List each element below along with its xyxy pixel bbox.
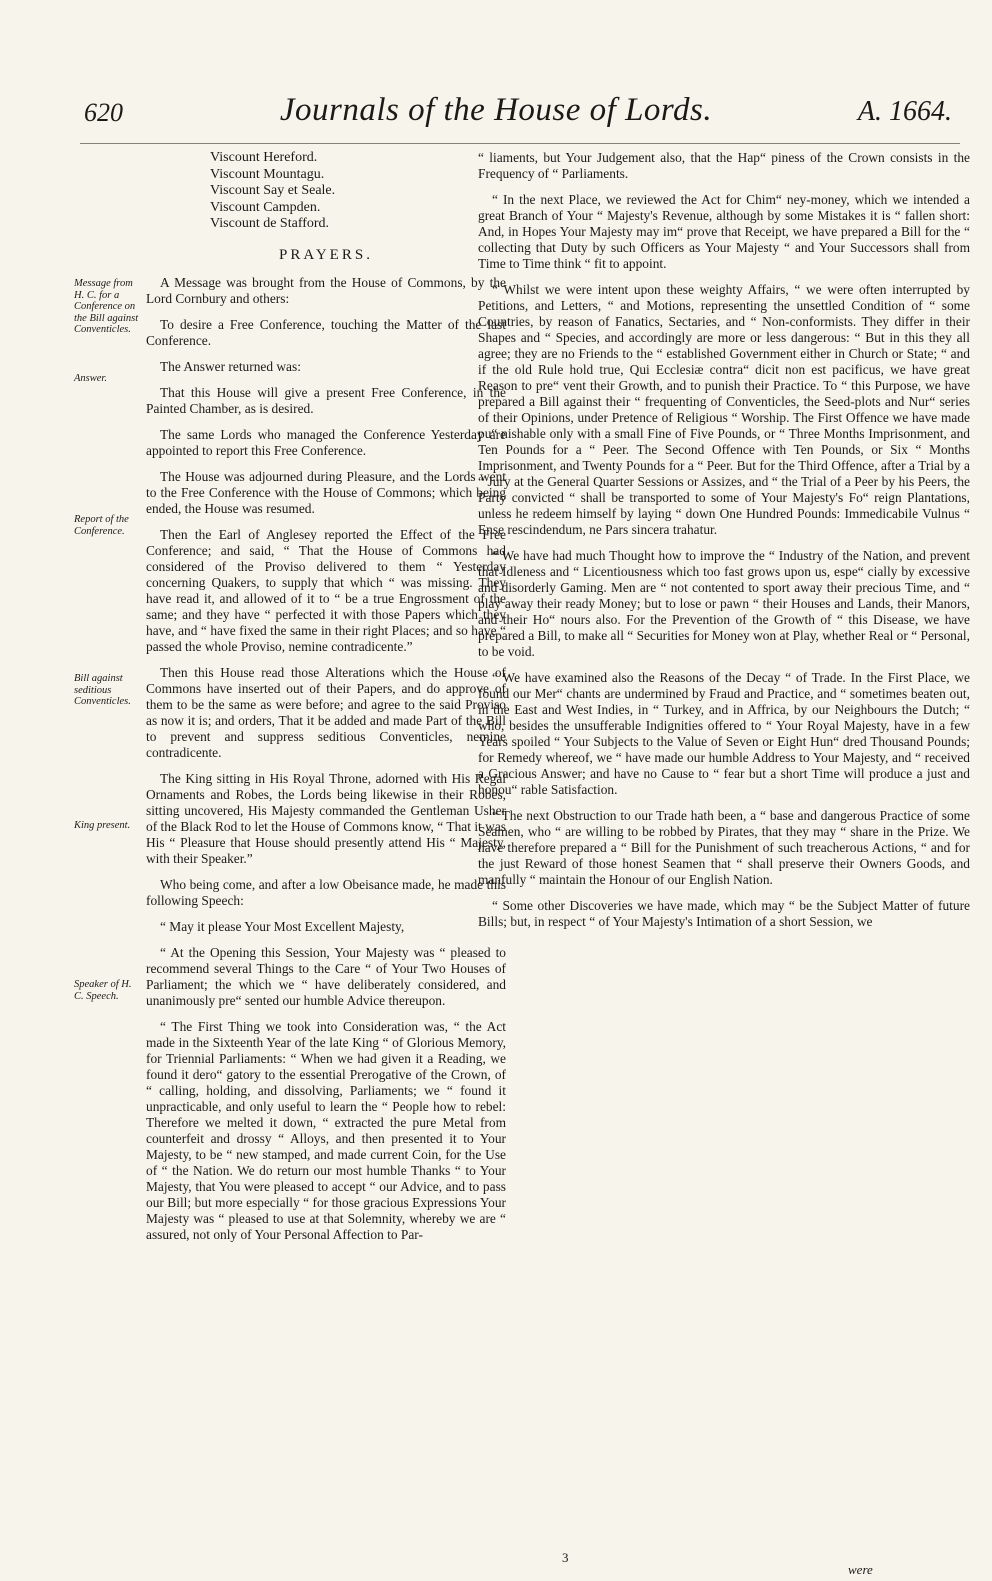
paragraph: “ liaments, but Your Judgement also, that the Hap“ piness of the Crown consists in the Frequency of “ Parliaments. [478, 150, 970, 181]
paragraph: Then this House read those Alterations which the House of Commons have inserted out of their Papers, and do approve of them to be the same as were before; and agree to the said Proviso as now it is; and orders, That it be added and made Part of the Bill to prevent and suppress seditious Conventicles, nemine contradicente. [146, 664, 506, 760]
list-item: Viscount de Stafford. [210, 216, 330, 231]
paragraph: Then the Earl of Anglesey reported the Effect of the Free Conference; and said, “ That the House of Commons had considered of the Proviso delivered to them “ Yesterday concerning Quakers, to supply that which “ was missing. They have read it, and allowed of it to “ be a true Engrossment of the same; and they have “ perfected it with those Papers which they have, and “ have fixed the same in their right Places; and so have “ passed the whole Proviso, nemine contradicente.” [146, 526, 506, 654]
year-label: A. 1664. [857, 96, 952, 127]
list-item: Viscount Say et Seale. [210, 183, 336, 198]
margin-note-answer: Answer. [74, 373, 107, 384]
paragraph: To desire a Free Conference, touching the Matter of the last Conference. [146, 316, 506, 348]
paragraph: “ Some other Discoveries we have made, which may “ be the Subject Matter of future Bills; but, in respect “ of Your Majesty's Intimation of a short Session, we [478, 898, 970, 929]
catchword: were [848, 1562, 873, 1577]
paragraph: The same Lords who managed the Conference Yesterday are appointed to report this Free Conference. [146, 426, 506, 458]
paragraph: “ We have had much Thought how to improve the “ Industry of the Nation, and prevent that Idleness and “ Licentiousness which too fast grows upon us, espe“ cially by excessive and disorderly Gaming. Men are “ not contented to sport away their precious Time, and “ play away their ready Money; but to lose or pawn “ their Houses and Lands, their Manors, and their Ho“ nours also. For the Prevention of the Growth of “ this Disease, we have prepared a Bill, to make all “ Securities for Money won at Play, whether Real or “ Personal, to be void. [478, 548, 970, 659]
paragraph: “ At the Opening this Session, Your Majesty was “ pleased to recommend several Things to the Care “ of Your Two Houses of Parliament; the which we “ have deliberately considered, and unanimously pre“ sented our humble Advice thereupon. [146, 944, 506, 1008]
paragraph: That this House will give a present Free Conference, in the Painted Chamber, as is desired. [146, 384, 506, 416]
list-item: Viscount Hereford. [210, 150, 318, 165]
margin-note-king: King present. [74, 820, 131, 831]
paragraph: The House was adjourned during Pleasure, and the Lords went to the Free Conference with the House of Commons; which being ended, the House was resumed. [146, 468, 506, 516]
page-number: 620 [84, 98, 123, 127]
paragraph: “ Whilst we were intent upon these weighty Affairs, “ we were often interrupted by Petitions, and Letters, “ and Motions, representing the unsettled Condition of “ some Countries, by reason of Fanatics, Sectaries, and “ Non-conformists. They differ in their Shapes and “ Species, and accordingly are more or less dangerous: “ But in this they all agree; they are no Friends to the “ established Government either in Church or State; “ and if the old Rule hold true, Qui Ecclesiæ contra“ dicit non est pacificus, we have great Reason to pre“ vent their Growth, and to punish their Practice. To “ this Purpose, we have prepared a Bill against their “ frequenting of Conventicles, the Seed-plots and Nur“ series of their Opinions, under Pretence of Religious “ Worship. The First Offence we have made pu“ nishable only with a small Fine of Five Pounds, or “ Three Months Imprisonment, and Ten Pounds for a “ Peer. The Second Offence with Ten Pounds, or Six “ Months Imprisonment, and Twenty Pounds for a “ Peer. But for the Third Offence, after a Trial by a “ Jury at the General Quarter Sessions or Assizes, and “ the Trial of a Peer by his Peers, the Party convicted “ shall be transported to some of Your Majesty's Fo“ reign Plantations, unless he redeem himself by laying “ down One Hundred Pounds: Immedicabile Vulnus “ Ense rescindendum, ne Pars sincera trahatur. [478, 282, 970, 537]
margin-note-message: Message from H. C. for a Conference on the Bill against Conventicles. [74, 278, 139, 335]
paragraph: “ In the next Place, we reviewed the Act for Chim“ ney-money, which we intended a great Branch of Your “ Majesty's Revenue, although by some Mistakes it is “ fallen short: And, in Hopes Your Majesty may im“ prove that Receipt, we have prepared a Bill for the “ collecting that Duty by such Officers as Your Majesty “ and Your Successors shall from Time to Time think “ fit to appoint. [478, 192, 970, 271]
margin-note-report: Report of the Conference. [74, 514, 129, 537]
paragraph: The King sitting in His Royal Throne, adorned with His Regal Ornaments and Robes, the Lords being likewise in their Robes, sitting uncovered, His Majesty commanded the Gentleman Usher of the Black Rod to let the House of Commons know, “ That it was His “ Pleasure that House should presently attend His “ Majesty, with their Speaker.” [146, 770, 506, 866]
page-title: Journals of the House of Lords. [279, 92, 713, 128]
paragraph: “ The First Thing we took into Consideration was, “ the Act made in the Sixteenth Year of the late King “ of Glorious Memory, for Triennial Parliaments: “ When we had given it a Reading, we found it dero“ gatory to the essential Prerogative of the Crown, of “ calling, holding, and dissolving, Parliaments; we “ found it unpracticable, and only useful to learn the “ People how to rebel: Therefore we melted it down, “ extracted the pure Metal from counterfeit and drossy “ Alloys, and then presented it to Your Majesty, to be “ new stamped, and made current Coin, for the Use of “ the Nation. We do return our most humble Thanks “ to Your Majesty, that You were pleased to accept “ our Advice, and to pass our Bill; but more especially “ for those gracious Expressions Your Majesty was “ pleased to use at that Solemnity, whereby we are “ assured, not only of Your Personal Affection to Par- [146, 1018, 506, 1242]
margin-note-bill: Bill against seditious Conventicles. [74, 673, 131, 707]
paragraph: “ May it please Your Most Excellent Majesty, [160, 918, 405, 934]
paragraph: “ We have examined also the Reasons of the Decay “ of Trade. In the First Place, we found our Mer“ chants are undermined by Fraud and Practice, and “ sometimes beaten out, in the East and West Indies, in “ Turkey, and in Affrica, by our Neighbours the Dutch; “ who, besides the unsufferable Indignities offered to “ Your Royal Majesty, have in a few Years spoiled “ Your Subjects to the Value of Seven or Eight Hun“ dred Thousand Pounds; for Remedy whereof, we “ have made our humble Address to Your Majesty, and “ received a Gracious Answer; and have no Cause to “ fear but a short Time will produce a just and honou“ rable Satisfaction. [478, 670, 970, 797]
paragraph: A Message was brought from the House of Commons, by the Lord Cornbury and others: [146, 274, 506, 306]
paragraph: Who being come, and after a low Obeisance made, he made this following Speech: [146, 876, 506, 908]
prayers-heading: PRAYERS. [279, 246, 373, 263]
paragraph: The Answer returned was: [160, 358, 301, 374]
list-item: Viscount Mountagu. [210, 166, 325, 182]
header-rule [80, 143, 960, 144]
paragraph: “ The next Obstruction to our Trade hath been, a “ base and dangerous Practice of some Seamen, who “ are willing to be robbed by Pirates, that they may “ share in the Prize. We have therefore prepared a “ Bill for the Punishment of such treacherous Actions, “ and for the just Reward of those honest Seamen that “ shall preserve their Owners Goods, and manfully “ maintain the Honour of our English Nation. [478, 808, 970, 887]
signature-mark: 3 [562, 1550, 569, 1565]
left-column [146, 150, 506, 1253]
margin-note-speaker: Speaker of H. C. Speech. [74, 979, 132, 1002]
list-item: Viscount Campden. [210, 199, 321, 215]
page-header [0, 92, 992, 142]
viscount-list [210, 150, 506, 233]
right-column [478, 150, 970, 940]
